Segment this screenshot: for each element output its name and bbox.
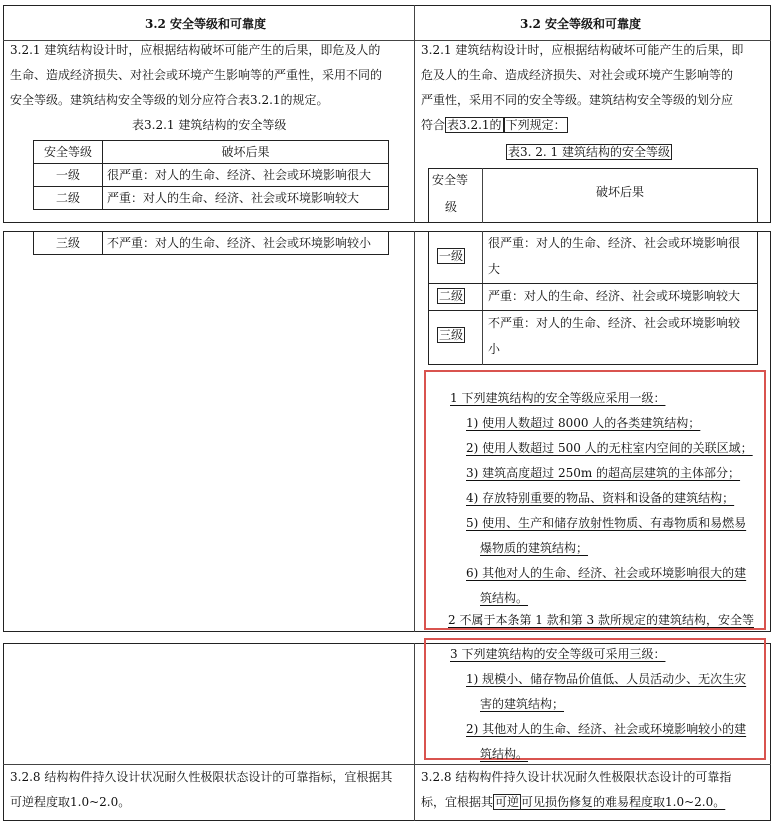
left-para-line: 3.2.1 建筑结构设计时，应根据结构破坏可能产生的后果，即危及人的 (10, 43, 381, 57)
list-title: 3 下列建筑结构的安全等级可采用三级： (450, 647, 666, 661)
table-divider (482, 168, 483, 223)
left-para-line: 3.2.8 结构构件持久设计状况耐久性极限状态设计的可靠指标，宜根据其 (10, 770, 393, 784)
table-header-cell: 安全等级 (34, 141, 103, 164)
grade-label: 三级 (439, 328, 464, 342)
table-divider (482, 231, 483, 365)
right-para-line: 危及人的生命、造成经济损失、对社会或环境产生影响等的 (421, 68, 734, 82)
list-title: 1 下列建筑结构的安全等级应采用一级： (450, 391, 666, 405)
table-cell: 三级 (34, 232, 103, 255)
list-item: 5) 使用、生产和储存放射性物质、有毒物质和易燃易 (466, 516, 747, 530)
table-cell: 严重：对人的生命、经济、社会或环境影响较大 (103, 187, 389, 210)
revision-mark: 表3.2.1的 (447, 118, 502, 132)
left-para-line: 生命、造成经济损失、对社会或环境产生影响等的严重性，采用不同的 (10, 68, 383, 82)
list-item: 爆物质的建筑结构； (480, 541, 589, 555)
list-item: 3) 建筑高度超过 250m 的超高层建筑的主体部分； (466, 466, 741, 480)
grade-label: 一级 (439, 249, 464, 263)
left-grade-table-cont (33, 231, 389, 255)
grade-label: 二级 (439, 289, 464, 303)
right-para-text: 标，宜根据其 (421, 795, 494, 809)
revision-mark: 可逆 (495, 795, 520, 809)
list-item: 1) 使用人数超过 8000 人的各类建筑结构； (466, 416, 701, 430)
table-cell: 很严重：对人的生命、经济、社会或环境影响很 (488, 236, 741, 250)
table-header-cell: 安全等 (432, 173, 469, 187)
left-heading: 3.2 安全等级和可靠度 (145, 17, 267, 31)
table-cell: 不严重：对人的生命、经济、社会或环境影响较 (488, 316, 741, 330)
table-header-cell: 破坏后果 (103, 141, 389, 164)
grade-cell (437, 284, 465, 309)
table-row (34, 187, 389, 210)
table-row (34, 141, 389, 164)
left-table-caption: 表3.2.1 建筑结构的安全等级 (132, 118, 287, 132)
table-cell: 大 (488, 262, 501, 276)
revision-mark: 下列规定： (505, 118, 566, 132)
right-para-line (421, 113, 568, 138)
list-item: 筑结构。 (480, 591, 529, 605)
list-item: 1) 规模小、储存物品价值低、人员活动少、无次生灾 (466, 672, 747, 686)
grade-cell (437, 244, 465, 269)
right-table-header (428, 168, 758, 223)
right-para-line (421, 790, 725, 815)
column-divider (414, 643, 415, 821)
right-heading: 3.2 安全等级和可靠度 (520, 17, 642, 31)
table-cell: 一级 (34, 164, 103, 187)
list-title: 2 不属于本条第 1 款和第 3 款所规定的建筑结构，安全等 (448, 613, 754, 627)
right-para-line: 严重性，采用不同的安全等级。建筑结构安全等级的划分应 (421, 93, 734, 107)
grade-cell (437, 323, 465, 348)
left-grade-table (33, 140, 389, 210)
right-para-line: 3.2.8 结构构件持久设计状况耐久性极限状态设计的可靠指 (421, 770, 732, 784)
table-cell: 严重：对人的生命、经济、社会或环境影响较大 (488, 289, 741, 303)
column-divider (414, 5, 415, 223)
table-cell: 小 (488, 342, 501, 356)
right-table-caption: 表3. 2. 1 建筑结构的安全等级 (508, 145, 670, 159)
right-para-text: 符合 (421, 118, 446, 132)
left-para-line: 可逆程度取1.0~2.0。 (10, 795, 131, 809)
right-para-line: 3.2.1 建筑结构设计时，应根据结构破坏可能产生的后果，即 (421, 43, 744, 57)
right-table-caption-wrap (506, 140, 672, 165)
table-header-cell: 级 (445, 200, 458, 214)
table-cell: 很严重：对人的生命、经济、社会或环境影响很大 (103, 164, 389, 187)
table-row (34, 164, 389, 187)
column-divider (414, 231, 415, 632)
list-item: 害的建筑结构； (480, 697, 565, 711)
table-header-cell: 破坏后果 (596, 185, 645, 199)
table-cell: 不严重：对人的生命、经济、社会或环境影响较小 (103, 232, 389, 255)
table-cell: 二级 (34, 187, 103, 210)
list-item: 6) 其他对人的生命、经济、社会或环境影响很大的建 (466, 566, 747, 580)
list-item: 4) 存放特别重要的物品、资料和设备的建筑结构； (466, 491, 735, 505)
list-item: 筑结构。 (480, 747, 529, 761)
right-para-text: 可见损伤修复的难易程度取1.0~2.0。 (521, 795, 726, 809)
list-item: 2) 使用人数超过 500 人的无柱室内空间的关联区域； (466, 441, 753, 455)
table-row (34, 232, 389, 255)
list-item: 2) 其他对人的生命、经济、社会或环境影响较小的建 (466, 722, 747, 736)
left-para-line: 安全等级。建筑结构安全等级的划分应符合表3.2.1的规定。 (10, 93, 329, 107)
